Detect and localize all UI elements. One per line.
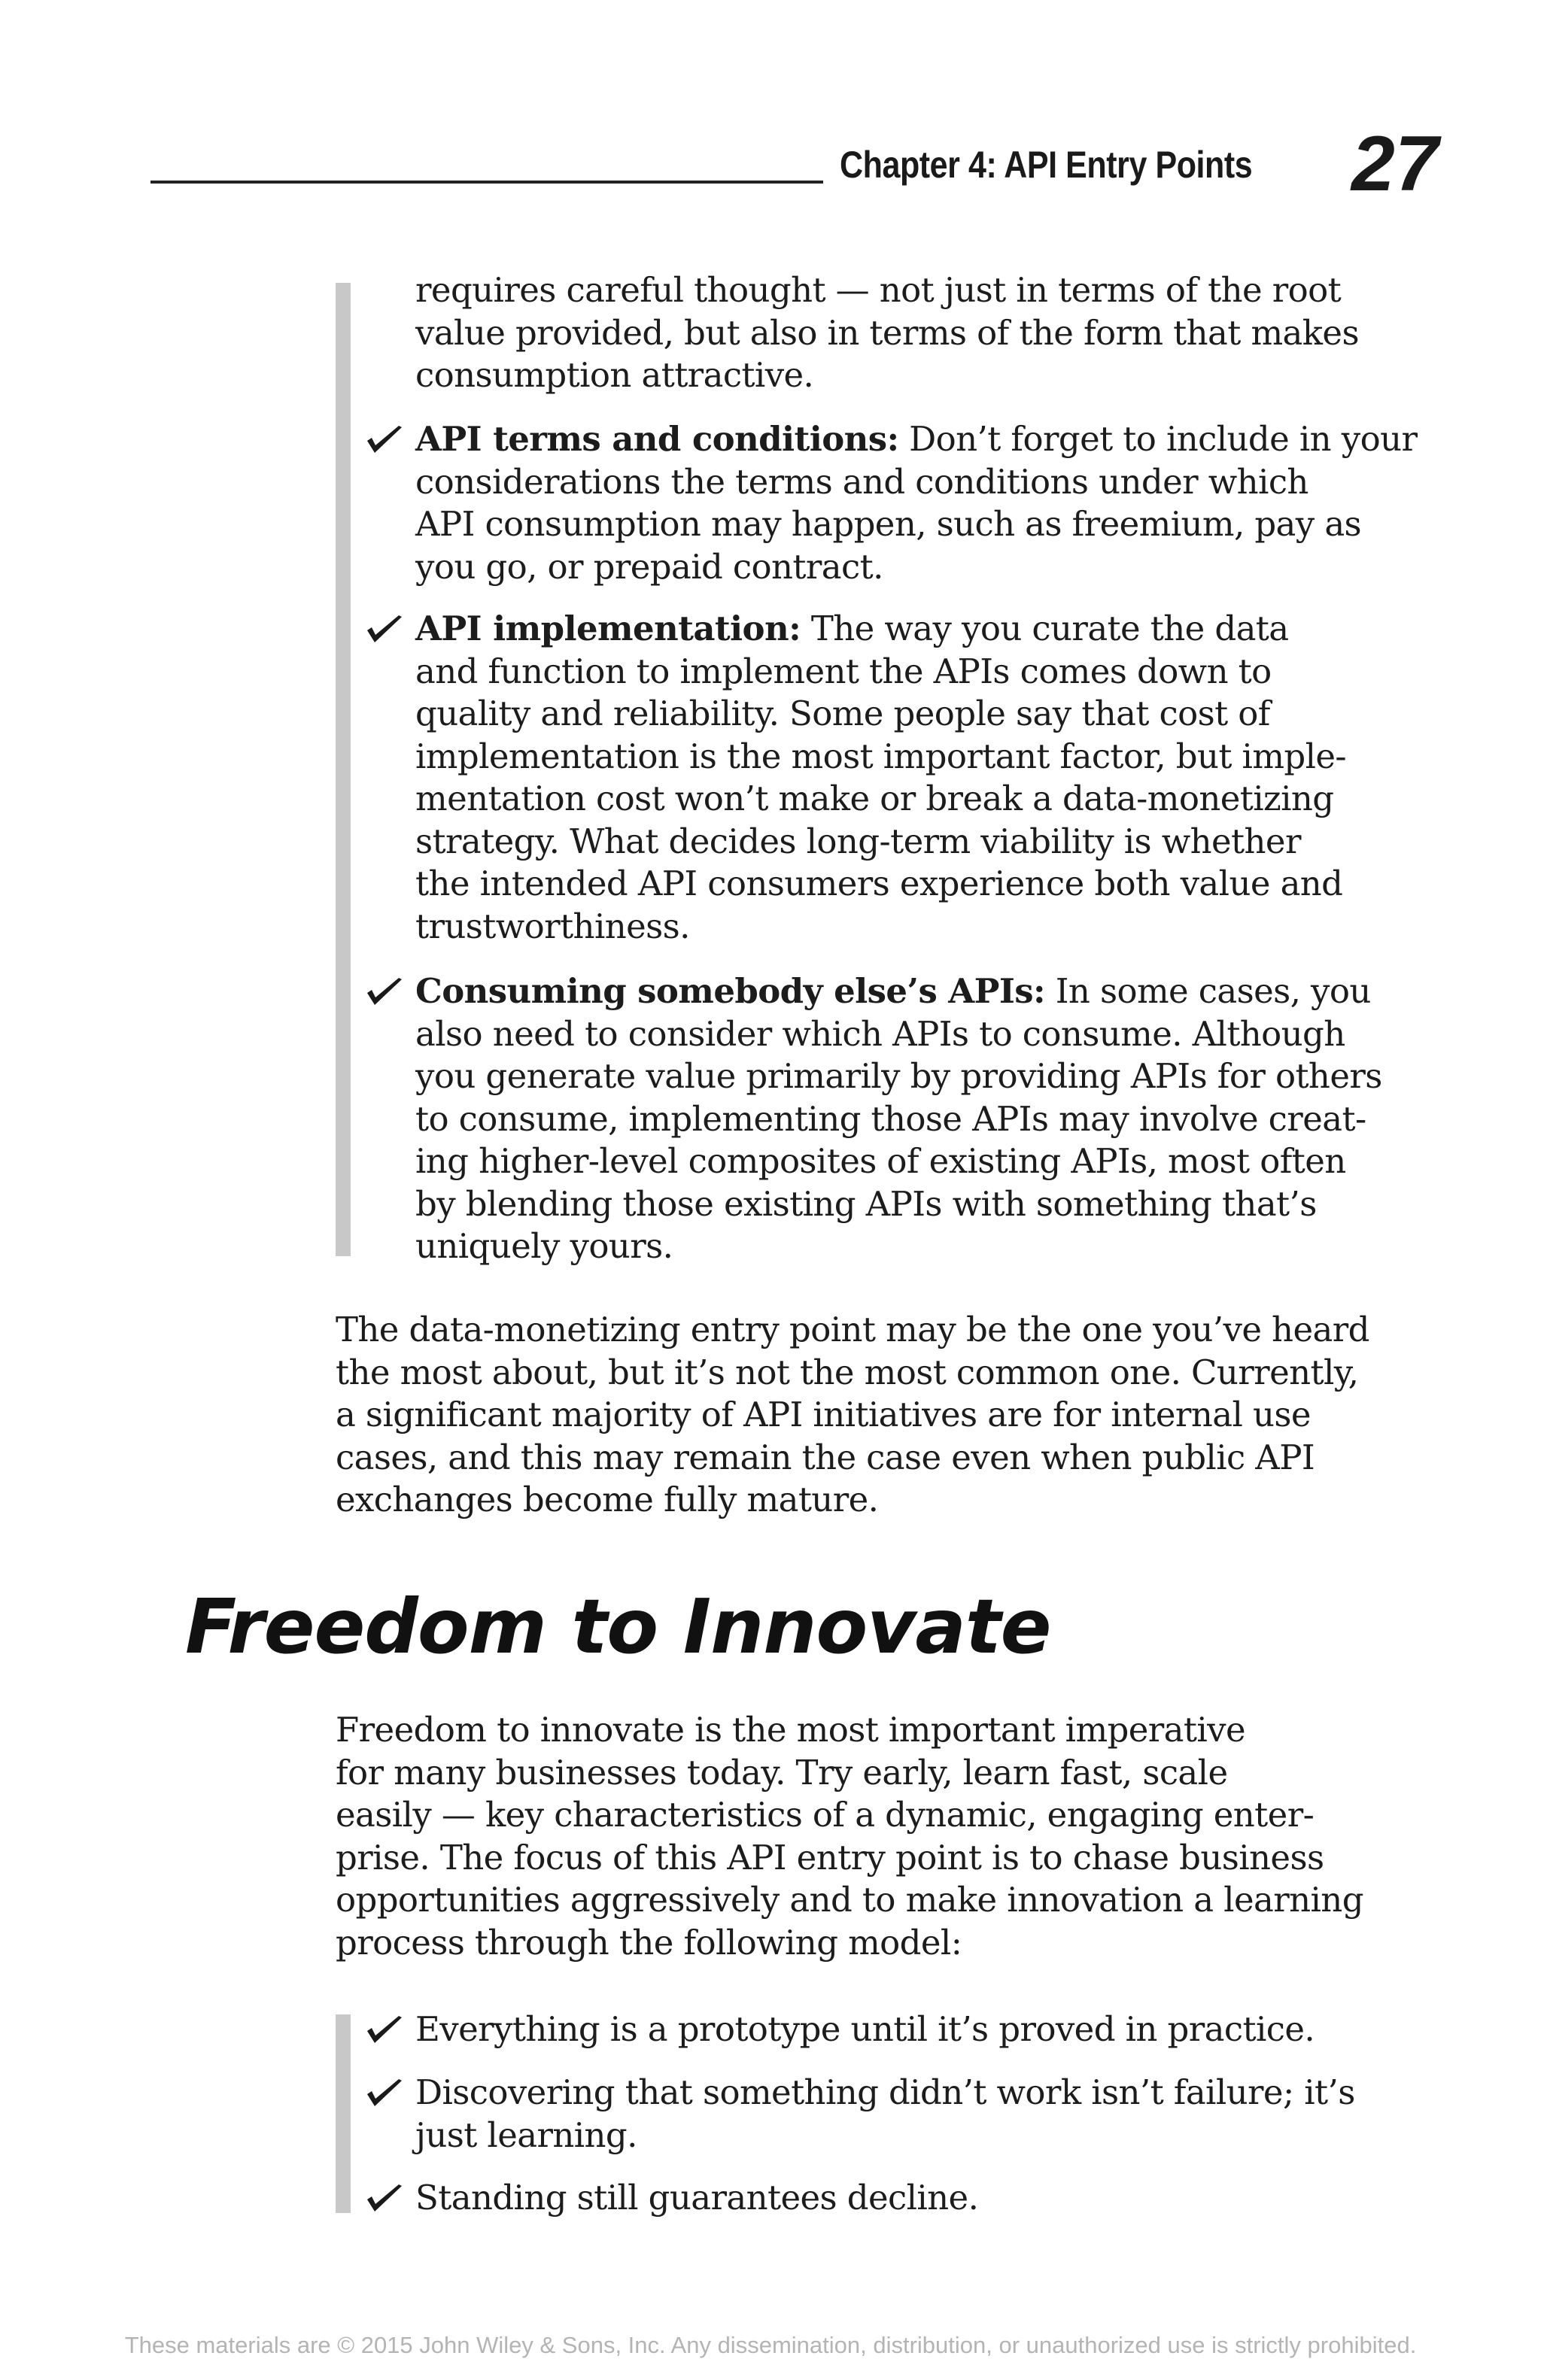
section-intro-paragraph bbox=[336, 1709, 1449, 1964]
text-line: and function to implement the APIs comes down to bbox=[415, 651, 1272, 691]
text-line: just learning. bbox=[415, 2114, 637, 2155]
check-icon bbox=[366, 2013, 403, 2046]
text-line: trustworthiness. bbox=[415, 906, 690, 946]
text-line: Standing still guarantees decline. bbox=[415, 2178, 979, 2218]
bullet-term: Consuming somebody else’s APIs: bbox=[415, 971, 1046, 1011]
text-line: In some cases, you bbox=[1045, 971, 1371, 1011]
text-line: mentation cost won’t make or break a data-monetizing bbox=[415, 779, 1334, 818]
text-line: The data-monetizing entry point may be the one you’ve heard bbox=[336, 1310, 1369, 1349]
list-side-bar bbox=[336, 283, 351, 1256]
body-paragraph bbox=[336, 1309, 1449, 1522]
page-number: 27 bbox=[1351, 120, 1439, 208]
text-line: requires careful thought — not just in terms of the root bbox=[415, 270, 1342, 310]
section-heading: Freedom to Innovate bbox=[185, 1583, 1051, 1671]
text-line: considerations the terms and conditions under which bbox=[415, 461, 1308, 502]
text-line: also need to consider which APIs to consume. Although bbox=[415, 1013, 1345, 1054]
text-line: to consume, implementing those APIs may involve creat- bbox=[415, 1098, 1366, 1139]
text-line: uniquely yours. bbox=[415, 1226, 673, 1266]
list-item-text bbox=[415, 608, 1439, 948]
text-line: prise. The focus of this API entry point is to chase business bbox=[336, 1837, 1324, 1878]
text-line: exchanges become fully mature. bbox=[336, 1480, 879, 1519]
text-line: The way you curate the data bbox=[801, 609, 1289, 648]
text-line: you go, or prepaid contract. bbox=[415, 546, 883, 587]
list-item-text bbox=[415, 418, 1439, 588]
text-line: process through the following model: bbox=[336, 1922, 962, 1963]
copyright-footer: These materials are © 2015 John Wiley & Sons, Inc. Any dissemination, distribution, or unauthorized use is strictly prohibited. bbox=[124, 2332, 1417, 2358]
continued-bullet-text bbox=[415, 269, 1439, 397]
text-line: Freedom to innovate is the most important imperative bbox=[336, 1710, 1246, 1750]
bullet-term: API terms and conditions: bbox=[415, 419, 899, 459]
text-line: the most about, but it’s not the most common one. Currently, bbox=[336, 1352, 1359, 1392]
list-item bbox=[366, 2072, 1434, 2162]
header-rule bbox=[150, 181, 823, 184]
text-line: Don’t forget to include in your bbox=[898, 419, 1418, 459]
check-icon bbox=[366, 975, 403, 1008]
text-line: a significant majority of API initiatives are for internal use bbox=[336, 1395, 1311, 1434]
text-line: ing higher-level composites of existing APIs, most often bbox=[415, 1141, 1346, 1181]
text-line: Discovering that something didn’t work isn’t failure; it’s bbox=[415, 2072, 1355, 2112]
list-item bbox=[366, 970, 1434, 1271]
text-line: Everything is a prototype until it’s proved in practice. bbox=[415, 2009, 1315, 2049]
text-line: quality and reliability. Some people say that cost of bbox=[415, 694, 1270, 733]
text-line: implementation is the most important factor, but imple- bbox=[415, 736, 1347, 776]
check-icon bbox=[366, 423, 403, 456]
text-line: for many businesses today. Try early, learn fast, scale bbox=[336, 1752, 1228, 1793]
list-item-text bbox=[415, 2072, 1439, 2157]
text-line: consumption attractive. bbox=[415, 355, 814, 395]
text-line: API consumption may happen, such as freemium, pay as bbox=[415, 504, 1362, 544]
text-line: easily — key characteristics of a dynamic, engaging enter- bbox=[336, 1795, 1315, 1835]
list-side-bar bbox=[336, 2014, 351, 2213]
text-line: you generate value primarily by providing APIs for others bbox=[415, 1056, 1382, 1096]
check-icon bbox=[366, 612, 403, 645]
text-line: by blending those existing APIs with something that’s bbox=[415, 1183, 1317, 1224]
list-item bbox=[366, 608, 1434, 954]
check-icon bbox=[366, 2076, 403, 2109]
running-header-chapter: Chapter 4: API Entry Points bbox=[840, 144, 1253, 186]
list-item-text bbox=[415, 2008, 1439, 2051]
text-line: strategy. What decides long-term viability is whether bbox=[415, 821, 1301, 861]
list-item bbox=[366, 418, 1434, 599]
text-line: opportunities aggressively and to make innovation a learning bbox=[336, 1880, 1363, 1920]
check-icon bbox=[366, 2181, 403, 2215]
text-line: cases, and this may remain the case even when public API bbox=[336, 1437, 1315, 1477]
list-item bbox=[366, 2008, 1434, 2054]
list-item-text bbox=[415, 970, 1439, 1268]
text-line: value provided, but also in terms of the form that makes bbox=[415, 312, 1359, 353]
text-line: the intended API consumers experience both value and bbox=[415, 864, 1343, 903]
list-item bbox=[366, 2177, 1434, 2222]
bullet-term: API implementation: bbox=[415, 609, 801, 648]
list-item-text bbox=[415, 2177, 1439, 2220]
